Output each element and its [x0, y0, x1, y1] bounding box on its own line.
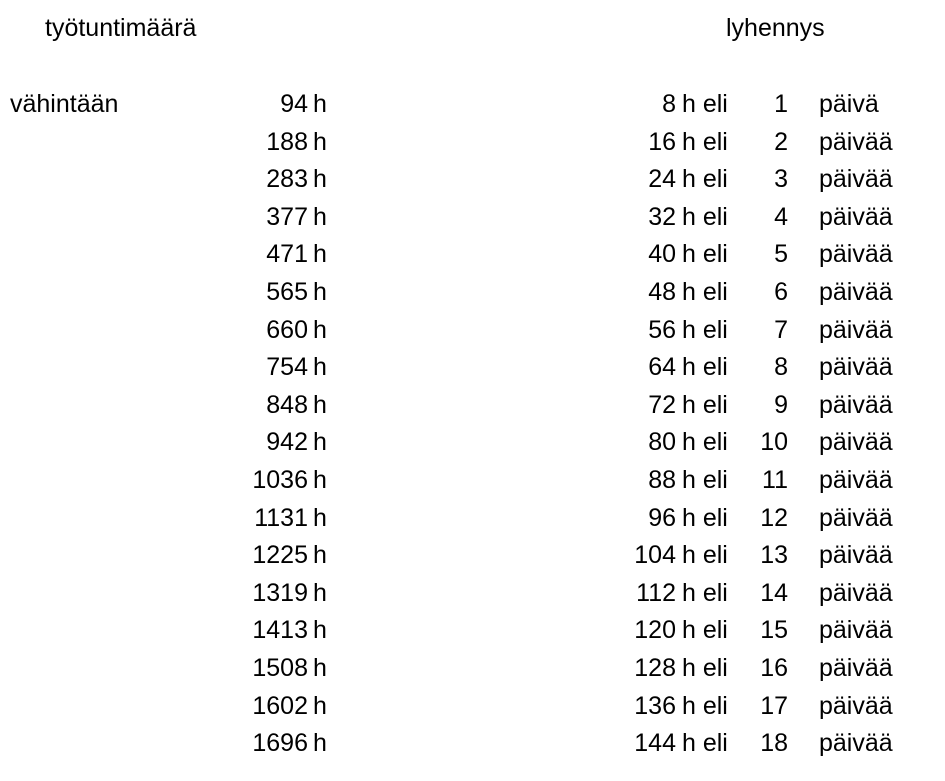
cell-work-hours: 1131: [254, 503, 308, 532]
cell-day-word: päivää: [819, 127, 893, 156]
cell-hour-unit: h: [313, 90, 327, 118]
cell-eli-label: h eli: [682, 277, 728, 306]
column-header-work-hours: työtuntimäärä: [45, 14, 197, 42]
cell-reduction-days: 1: [774, 90, 788, 118]
table-row: [0, 86, 945, 124]
cell-work-hours: 942: [266, 428, 308, 457]
cell-reduction-hours: 104: [634, 541, 676, 570]
cell-hour-unit: h: [313, 465, 327, 494]
cell-day-word: päivä: [819, 90, 879, 118]
cell-hour-unit: h: [313, 165, 327, 194]
cell-at-least: vähintään: [10, 90, 119, 118]
table-row: [0, 500, 945, 538]
cell-reduction-hours: 112: [636, 578, 676, 607]
cell-reduction-days: 16: [760, 653, 788, 682]
cell-eli-label: h eli: [682, 428, 728, 457]
cell-reduction-days: 17: [760, 691, 788, 720]
cell-hour-unit: h: [313, 729, 327, 758]
cell-work-hours: 471: [266, 240, 308, 269]
table-row: [0, 575, 945, 613]
cell-eli-label: h eli: [682, 541, 728, 570]
column-header-reduction: lyhennys: [726, 14, 825, 42]
cell-eli-label: h eli: [682, 240, 728, 269]
cell-hour-unit: h: [313, 541, 327, 570]
cell-day-word: päivää: [819, 240, 893, 269]
cell-reduction-days: 5: [774, 240, 788, 269]
cell-eli-label: h eli: [682, 578, 728, 607]
cell-reduction-hours: 128: [634, 653, 676, 682]
cell-hour-unit: h: [313, 616, 327, 645]
table-row: [0, 537, 945, 575]
table-header-row: [0, 14, 945, 50]
cell-hour-unit: h: [313, 277, 327, 306]
cell-reduction-hours: 40: [648, 240, 676, 269]
cell-hour-unit: h: [313, 240, 327, 269]
cell-hour-unit: h: [313, 390, 327, 419]
cell-eli-label: h eli: [682, 90, 728, 118]
cell-day-word: päivää: [819, 428, 893, 457]
table-row: [0, 688, 945, 726]
cell-day-word: päivää: [819, 503, 893, 532]
cell-hour-unit: h: [313, 202, 327, 231]
cell-hour-unit: h: [313, 353, 327, 382]
cell-hour-unit: h: [313, 428, 327, 457]
cell-reduction-hours: 24: [648, 165, 676, 194]
cell-hour-unit: h: [313, 127, 327, 156]
table-row: [0, 612, 945, 650]
cell-reduction-hours: 80: [648, 428, 676, 457]
cell-reduction-hours: 96: [648, 503, 676, 532]
cell-reduction-hours: 48: [648, 277, 676, 306]
cell-reduction-hours: 16: [648, 127, 676, 156]
cell-work-hours: 188: [266, 127, 308, 156]
cell-reduction-days: 6: [774, 277, 788, 306]
cell-hour-unit: h: [313, 653, 327, 682]
cell-reduction-hours: 88: [648, 465, 676, 494]
cell-work-hours: 848: [266, 390, 308, 419]
cell-day-word: päivää: [819, 202, 893, 231]
cell-eli-label: h eli: [682, 503, 728, 532]
cell-reduction-days: 12: [760, 503, 788, 532]
cell-day-word: päivää: [819, 691, 893, 720]
table-row: [0, 161, 945, 199]
cell-reduction-days: 18: [760, 729, 788, 758]
cell-eli-label: h eli: [682, 165, 728, 194]
cell-reduction-days: 14: [760, 578, 788, 607]
cell-reduction-days: 2: [774, 127, 788, 156]
cell-work-hours: 1602: [252, 691, 308, 720]
cell-work-hours: 377: [266, 202, 308, 231]
cell-day-word: päivää: [819, 165, 893, 194]
table-row: [0, 199, 945, 237]
cell-day-word: päivää: [819, 465, 893, 494]
cell-day-word: päivää: [819, 616, 893, 645]
cell-day-word: päivää: [819, 390, 893, 419]
cell-day-word: päivää: [819, 277, 893, 306]
cell-reduction-days: 4: [774, 202, 788, 231]
cell-eli-label: h eli: [682, 390, 728, 419]
cell-work-hours: 1696: [252, 729, 308, 758]
cell-reduction-hours: 72: [648, 390, 676, 419]
cell-reduction-hours: 32: [648, 202, 676, 231]
cell-day-word: päivää: [819, 578, 893, 607]
table-row: [0, 312, 945, 350]
cell-eli-label: h eli: [682, 653, 728, 682]
cell-hour-unit: h: [313, 578, 327, 607]
cell-work-hours: 1036: [252, 465, 308, 494]
cell-day-word: päivää: [819, 729, 893, 758]
cell-eli-label: h eli: [682, 465, 728, 494]
cell-eli-label: h eli: [682, 691, 728, 720]
table-row: [0, 274, 945, 312]
cell-eli-label: h eli: [682, 315, 728, 344]
cell-reduction-hours: 8: [662, 90, 676, 118]
cell-reduction-days: 7: [774, 315, 788, 344]
cell-reduction-days: 13: [760, 541, 788, 570]
cell-day-word: päivää: [819, 653, 893, 682]
cell-work-hours: 754: [266, 353, 308, 382]
cell-hour-unit: h: [313, 503, 327, 532]
cell-work-hours: 1508: [252, 653, 308, 682]
table-row: [0, 349, 945, 387]
table-row: [0, 387, 945, 425]
cell-day-word: päivää: [819, 353, 893, 382]
table-row: [0, 725, 945, 763]
cell-day-word: päivää: [819, 541, 893, 570]
table-row: [0, 462, 945, 500]
cell-reduction-hours: 144: [634, 729, 676, 758]
cell-eli-label: h eli: [682, 202, 728, 231]
cell-eli-label: h eli: [682, 616, 728, 645]
cell-day-word: päivää: [819, 315, 893, 344]
cell-eli-label: h eli: [682, 729, 728, 758]
cell-reduction-hours: 136: [634, 691, 676, 720]
cell-reduction-hours: 120: [634, 616, 676, 645]
cell-reduction-days: 8: [774, 353, 788, 382]
cell-reduction-days: 11: [762, 465, 788, 494]
cell-hour-unit: h: [313, 691, 327, 720]
cell-reduction-hours: 56: [648, 315, 676, 344]
cell-work-hours: 1413: [252, 616, 308, 645]
cell-eli-label: h eli: [682, 353, 728, 382]
cell-reduction-days: 9: [774, 390, 788, 419]
table-body: [0, 86, 945, 763]
table-row: [0, 650, 945, 688]
cell-work-hours: 94: [280, 90, 308, 118]
cell-work-hours: 1319: [252, 578, 308, 607]
cell-reduction-days: 3: [774, 165, 788, 194]
table-row: [0, 236, 945, 274]
cell-reduction-hours: 64: [648, 353, 676, 382]
cell-eli-label: h eli: [682, 127, 728, 156]
cell-reduction-days: 10: [760, 428, 788, 457]
cell-hour-unit: h: [313, 315, 327, 344]
cell-work-hours: 283: [266, 165, 308, 194]
cell-reduction-days: 15: [760, 616, 788, 645]
cell-work-hours: 1225: [252, 541, 308, 570]
table-row: [0, 124, 945, 162]
table-row: [0, 424, 945, 462]
cell-work-hours: 660: [266, 315, 308, 344]
cell-work-hours: 565: [266, 277, 308, 306]
